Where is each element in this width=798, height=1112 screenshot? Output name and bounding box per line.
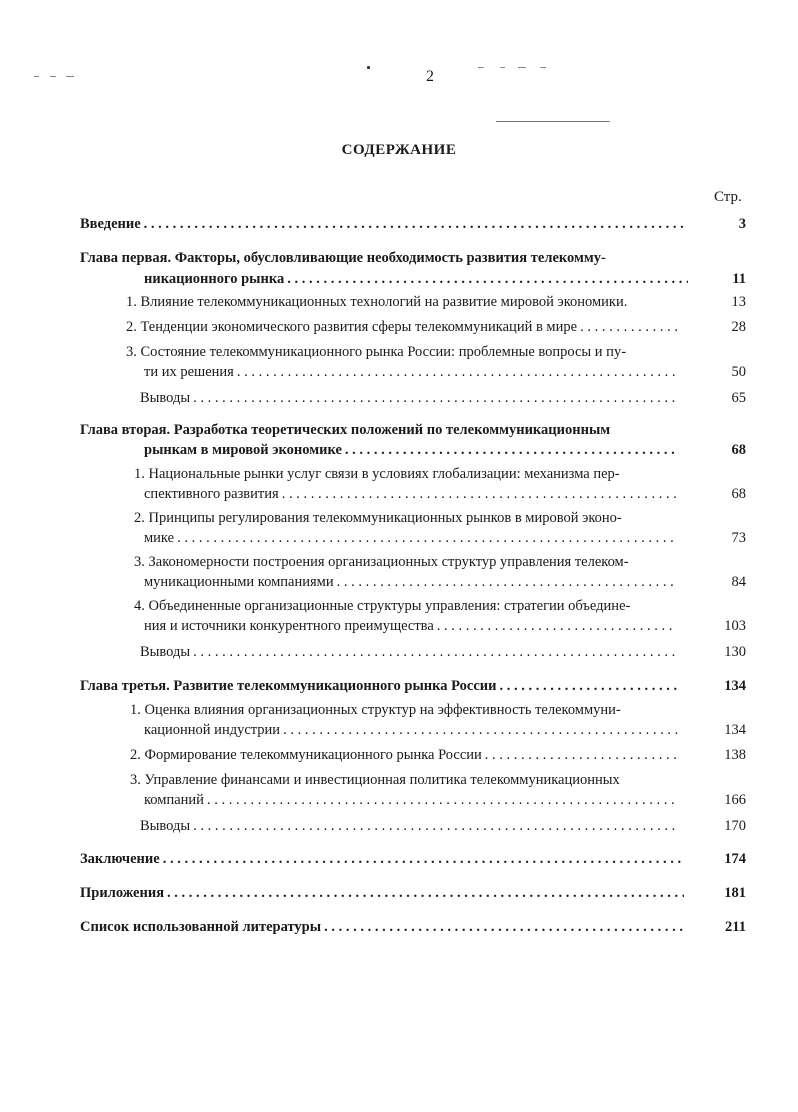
scan-speck xyxy=(518,67,526,68)
toc-entry-title: 2. Тенденции экономического развития сферы телекоммуникаций в мире xyxy=(126,319,578,335)
toc-page-number: 68 xyxy=(731,442,746,458)
toc-entry-title: Выводы xyxy=(140,644,191,660)
toc-page-number: 134 xyxy=(724,722,746,738)
toc-page-number: 84 xyxy=(731,574,746,590)
toc-entry-title: 1. Национальные рынки услуг связи в условиях глобализации: механизма пер- xyxy=(134,466,620,482)
toc-entry-title-cont: компаний xyxy=(144,792,204,808)
toc-page-number: 130 xyxy=(724,644,746,660)
toc-entry-title: 3. Управление финансами и инвестиционная политика телекоммуникационных xyxy=(130,772,620,788)
toc-page-number: 65 xyxy=(731,390,746,406)
scan-speck xyxy=(540,67,546,68)
toc-page-number: 103 xyxy=(724,618,746,634)
toc-entry-title: 2. Принципы регулирования телекоммуникационных рынков в мировой эконо- xyxy=(134,510,622,526)
toc-page-number: 138 xyxy=(724,747,746,763)
decorative-rule xyxy=(496,121,610,122)
toc-entry-title-cont: никационного рынка xyxy=(144,271,285,287)
toc-page-number: 174 xyxy=(724,851,746,867)
toc-entry-title: 3. Состояние телекоммуникационного рынка России: проблемные вопросы и пу- xyxy=(126,344,627,360)
toc-entry-title: Глава третья. Развитие телекоммуникационного рынка России xyxy=(80,678,497,694)
toc-entry-title: 3. Закономерности построения организационных структур управления телеком- xyxy=(134,554,629,570)
toc-page-number: 68 xyxy=(731,486,746,502)
toc-entry-title-cont: мике xyxy=(144,530,175,546)
toc-entry-title: 1. Оценка влияния организационных структур на эффективность телекоммуни- xyxy=(130,702,621,718)
toc-entry-title: Заключение xyxy=(80,851,160,867)
scan-speck xyxy=(34,76,39,77)
scan-speck xyxy=(66,76,74,77)
scan-speck xyxy=(500,67,505,68)
toc-entry-title: Приложения xyxy=(80,885,165,901)
toc-page-number: 170 xyxy=(724,818,746,834)
toc-page-number: 211 xyxy=(725,919,746,935)
toc-page-number: 134 xyxy=(724,678,746,694)
toc-page-number: 73 xyxy=(731,530,746,546)
scan-dot xyxy=(367,66,370,69)
toc-entry-title: Глава первая. Факторы, обусловливающие необходимость развития телекомму- xyxy=(80,250,606,266)
toc-entry-title-cont: муникационными компаниями xyxy=(144,574,334,590)
toc-entry-title-cont: кационной индустрии xyxy=(144,722,281,738)
toc-entry-title: Список использованной литературы xyxy=(80,919,322,935)
scan-speck xyxy=(478,67,484,68)
toc-entry-title: Выводы xyxy=(140,818,191,834)
toc-page-number: 3 xyxy=(738,216,746,232)
toc-entry-title: Введение xyxy=(80,216,141,232)
toc-entry-title: 4. Объединенные организационные структуры управления: стратегии объедине- xyxy=(134,598,631,614)
toc-page-number: 166 xyxy=(724,792,746,808)
toc-entry-title-cont: ния и источники конкурентного преимущества xyxy=(144,618,434,634)
toc-entry-title-cont: спективного развития xyxy=(144,486,279,502)
toc-page-number: 13 xyxy=(731,294,746,310)
toc-entry-title: 1. Влияние телекоммуникационных технологий на развитие мировой экономики. xyxy=(126,294,628,310)
page-number: 2 xyxy=(426,68,434,85)
page-column-label: Стр. xyxy=(714,189,742,205)
scan-speck xyxy=(50,76,56,77)
toc-page-number: 11 xyxy=(732,271,746,287)
toc-entry-title: 2. Формирование телекоммуникационного рынка России xyxy=(130,747,482,763)
toc-page-number: 28 xyxy=(731,319,746,335)
toc-page-number: 181 xyxy=(724,885,746,901)
toc-entry-title-cont: рынкам в мировой экономике xyxy=(144,442,342,458)
toc-entry-title: Выводы xyxy=(140,390,191,406)
toc-page-number: 50 xyxy=(731,364,746,380)
toc-entry-title: Глава вторая. Разработка теоретических положений по телекоммуникационным xyxy=(80,422,611,438)
toc-entry-title-cont: ти их решения xyxy=(144,364,234,380)
page-title: СОДЕРЖАНИЕ xyxy=(341,142,457,158)
